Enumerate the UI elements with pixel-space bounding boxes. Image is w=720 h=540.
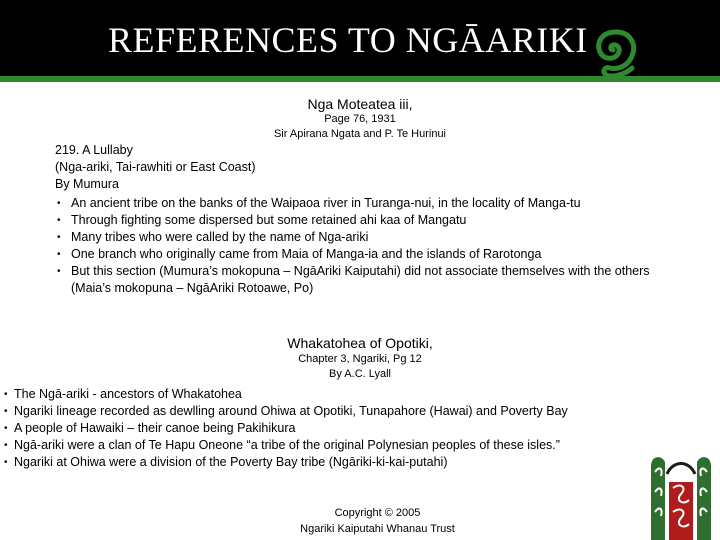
list-item: • Ngā-ariki were a clan of Te Hapu Oneone “a tribe of the original Polynesian peoples of these isles.”	[4, 437, 704, 454]
footer	[0, 505, 720, 537]
source2-chapter: Chapter 3, Ngariki, Pg 12	[298, 353, 422, 365]
song-subheading: (Nga-ariki, Tai-rawhiti or East Coast)	[55, 160, 256, 174]
song-heading: 219. A Lullaby	[55, 143, 133, 157]
source2-bullet-list	[4, 386, 704, 471]
source2-author: By A.C. Lyall	[329, 368, 391, 380]
list-item: • The Ngā-ariki - ancestors of Whakatohea	[4, 386, 704, 403]
source1-bullet-list	[55, 195, 665, 297]
list-item: • One branch who originally came from Maia of Manga-ia and the islands of Rarotonga	[55, 246, 665, 263]
list-item: • Ngariki at Ohiwa were a division of the Poverty Bay tribe (Ngāriki-ki-kai-putahi)	[4, 454, 704, 471]
list-item: • Through fighting some dispersed but some retained ahi kaa of Mangatu	[55, 212, 665, 229]
source2-title: Whakatohea of Opotiki,	[287, 335, 433, 351]
song-author: By Mumura	[55, 177, 119, 191]
source1-authors: Sir Apirana Ngata and P. Te Hurinui	[273, 128, 447, 140]
song-header	[55, 142, 256, 193]
list-item: • An ancient tribe on the banks of the Waipaoa river in Turanga-nui, in the locality of Manga-tu	[55, 195, 665, 212]
page-title: REFERENCES TO NGĀARIKI	[108, 20, 588, 60]
source1-title: Nga Moteatea iii,	[307, 96, 413, 112]
source1-page: Page 76, 1931	[324, 113, 396, 125]
list-item: • But this section (Mumura’s mokopuna – NgāAriki Kaiputahi) did not associate themselves with the others (Maia’s mokopuna – NgāAriki Rotoawe, Po)	[55, 263, 665, 297]
copyright-text: Copyright © 2005	[334, 507, 421, 519]
list-item: • A people of Hawaiki – their canoe being Pakihikura	[4, 420, 704, 437]
list-item: • Many tribes who were called by the name of Nga-ariki	[55, 229, 665, 246]
koru-icon	[592, 28, 640, 78]
list-item: • Ngariki lineage recorded as dewlling around Ohiwa at Opotiki, Tunapahore (Hawai) and Poverty Bay	[4, 403, 704, 420]
trust-name: Ngariki Kaiputahi Whanau Trust	[300, 523, 455, 535]
